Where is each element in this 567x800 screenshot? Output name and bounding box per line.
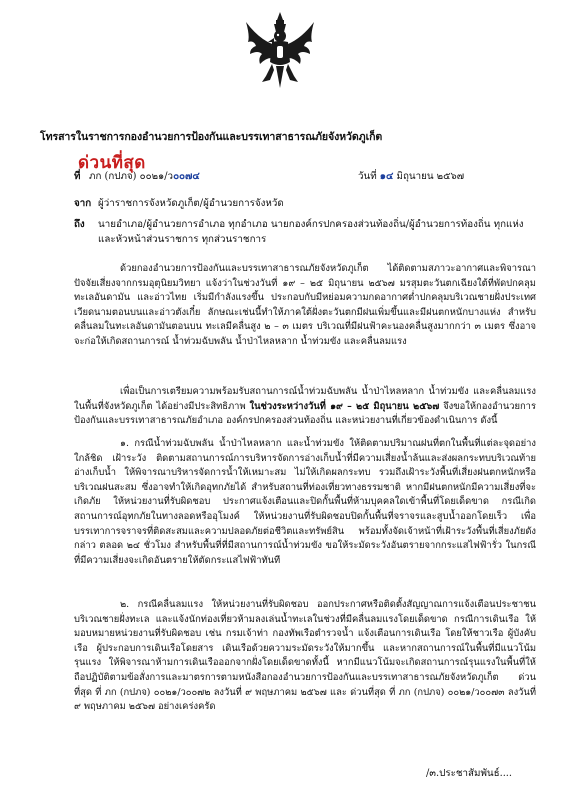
from-label: จาก (74, 198, 92, 209)
body-paragraph-2 (74, 385, 536, 429)
body-paragraph-1 (74, 262, 536, 350)
paragraph-2-date-range: ในช่วงระหว่างวันที่ ๑๙ – ๒๕ มิถุนายน ๒๕๖๗ (249, 400, 440, 412)
to-value-line1: นายอำเภอ/ผู้อำนวยการอำเภอ ทุกอำเภอ นายกองค์กรปกครองส่วนท้องถิ่น/ผู้อำนวยการท้องถิ่น ทุกแห่ง (98, 219, 524, 230)
to-value-line2: และหัวหน้าส่วนราชการ ทุกส่วนราชการ (98, 234, 267, 245)
reference-label: ที่ (74, 171, 81, 182)
document-date (358, 170, 464, 184)
paragraph-1-text: ด้วยกองอำนวยการป้องกันและบรรเทาสาธารณภัยจังหวัดภูเก็ต ได้ติดตามสภาวะอากาศและพิจารณาปัจจัยเสี่ยงจากกรมอุตุนิยมวิทยา แจ้งว่าในช่วงวันที่ ๑๙ – ๒๕ มิถุนายน ๒๕๖๗ มรสุมตะวันตกเฉียงใต้ที่พัดปกคลุมทะเลอันดามัน และอ่าวไทย เริ่มมีกำลังแรงขึ้น ประกอบกับมีหย่อมความกดอากาศต่ำปกคลุมบริเวณชายฝั่งประเทศเวียดนามตอนบนและอ่าวตังเกี๋ย ลักษณะเช่นนี้ทำให้ภาคใต้ฝั่งตะวันตกมีฝนเพิ่มขึ้นและมีฝนตกหนักบางแห่ง สำหรับคลื่นลมในทะเลอันดามันตอนบน ทะเลมีคลื่นสูง ๒ – ๓ เมตร บริเวณที่มีฝนฟ้าคะนองคลื่นสูงมากกว่า ๓ เมตร ซึ่งอาจจะก่อให้เกิดสถานการณ์ น้ำท่วมฉับพลัน น้ำป่าไหลหลาก น้ำท่วมขัง และคลื่นลมแรง (74, 263, 536, 347)
paragraph-2-text-c: จึงขอให้กองอำนวยการป้องกันและบรรเทาสาธารณภัยอำเภอ องค์กรปกครองส่วนท้องถิ่น และหน่วยงานที่เกี่ยวข้องดำเนินการ ดังนี้ (74, 400, 536, 427)
document-title: โทรสารในราชการกองอำนวยการป้องกันและบรรเทาสาธารณภัยจังหวัดภูเก็ต (40, 131, 383, 143)
date-month-year: มิถุนายน ๒๕๖๗ (396, 171, 465, 182)
to-label: ถึง (74, 219, 85, 230)
reference-handwritten-number: ๐๐๗๔ (173, 171, 200, 182)
body-paragraph-3 (74, 437, 536, 568)
date-day: ๑๔ (379, 171, 394, 182)
reference-prefix: ภก (กปภจ) ๐๐๒๑/ว (89, 171, 174, 182)
reference-number (89, 170, 200, 184)
paragraph-2-text-a: เพื่อเป็นการเตรียมความพร้อมรับสถานการณ์น้ำท่วมฉับพลัน น้ำป่าไหลหลาก น้ำท่วมขัง และคลื่นลมแรง ในพื้นที่จังหวัดภูเก็ต ได้อย่างมีประสิทธิภาพ (74, 386, 536, 412)
date-label: วันที่ (358, 171, 377, 182)
urgency-stamp: ด่วนที่สุด (78, 153, 146, 173)
continuation-marker: /๓.ประชาสัมพันธ์.... (426, 768, 513, 779)
garuda-emblem-icon (244, 12, 316, 88)
from-value: ผู้ว่าราชการจังหวัดภูเก็ต/ผู้อำนวยการจังหวัด (98, 198, 284, 209)
paragraph-3-text: ๑. กรณีน้ำท่วมฉับพลัน น้ำป่าไหลหลาก และน้ำท่วมขัง ให้ติดตามปริมาณฝนที่ตกในพื้นที่แต่ละจุดอย่างใกล้ชิด เฝ้าระวัง ติดตามสถานการณ์การบริหารจัดการอ่างเก็บน้ำที่มีความเสี่ยงน้ำล้นและส่งผลกระทบบริเวณท้ายอ่างเก็บน้ำ ให้พิจารณาบริหารจัดการน้ำให้เหมาะสม ไม่ให้เกิดผลกระทบ รวมถึงเฝ้าระวังพื้นที่เสี่ยงฝนตกหนักหรือบริเวณฝนสะสม ซึ่งอาจทำให้เกิดอุทกภัยได้ สำหรับสถานที่ท่องเที่ยวทางธรรมชาติ หากมีฝนตกหนักมีความเสี่ยงที่จะเกิดภัย ให้หน่วยงานที่รับผิดชอบ ประกาศแจ้งเตือนและปิดกั้นพื้นที่ห้ามบุคคลใดเข้าพื้นที่โดยเด็ดขาด กรณีเกิดสถานการณ์อุทกภัยในทางลอดหรืออุโมงค์ ให้หน่วยงานที่รับผิดชอบปิดกั้นพื้นที่จราจรและสูบน้ำออกโดยเร็ว เพื่อบรรเทาการจราจรที่ติดสะสมและความปลอดภัยต่อชีวิตและทรัพย์สิน พร้อมทั้งจัดเจ้าหน้าที่เฝ้าระวังพื้นที่เสี่ยงภัยดังกล่าว ตลอด ๒๔ ชั่วโมง สำหรับพื้นที่ที่มีสถานการณ์น้ำท่วมขัง ขอให้ระมัดระวังอันตรายจากกระแสไฟฟ้ารั่ว ในกรณีที่มีความเสี่ยงจะเกิดอันตรายให้ตัดกระแสไฟฟ้าทันที (74, 438, 536, 566)
body-paragraph-4 (74, 598, 536, 715)
paragraph-4-text: ๒. กรณีคลื่นลมแรง ให้หน่วยงานที่รับผิดชอบ ออกประกาศหรือติดตั้งสัญญาณการแจ้งเตือนประชาชนบริเวณชายฝั่งทะเล และแจ้งนักท่องเที่ยวห้ามลงเล่นน้ำทะเลในช่วงที่มีคลื่นลมแรงโดยเด็ดขาด กรณีการเดินเรือ ให้มอบหมายหน่วยงานที่รับผิดชอบ เช่น กรมเจ้าท่า กองทัพเรือตำรวจน้ำ แจ้งเตือนการเดินเรือ โดยให้ชาวเรือ ผู้บังคับเรือ ผู้ประกอบการเดินเรือโดยสาร เดินเรือด้วยความระมัดระวังให้มากขึ้น และหากสถานการณ์ในพื้นที่มีแนวโน้มรุนแรง ให้พิจารณาห้ามการเดินเรือออกจากฝั่งโดยเด็ดขาดทั้งนี้ หากมีแนวโน้มจะเกิดสถานการณ์รุนแรงในพื้นที่ให้ถือปฏิบัติตามข้อสั่งการและมาตรการตามหนังสือกองอำนวยการป้องกันและบรรเทาสาธารณภัยจังหวัดภูเก็ต ด่วนที่สุด ที่ ภก (กปภจ) ๐๐๒๑/ว๐๐๗๒ ลงวันที่ ๙ พฤษภาคม ๒๕๖๗ และ ด่วนที่สุด ที่ ภก (กปภจ) ๐๐๒๑/ว๐๐๗๓ ลงวันที่ ๙ พฤษภาคม ๒๕๖๗ อย่างเคร่งครัด (74, 599, 536, 713)
